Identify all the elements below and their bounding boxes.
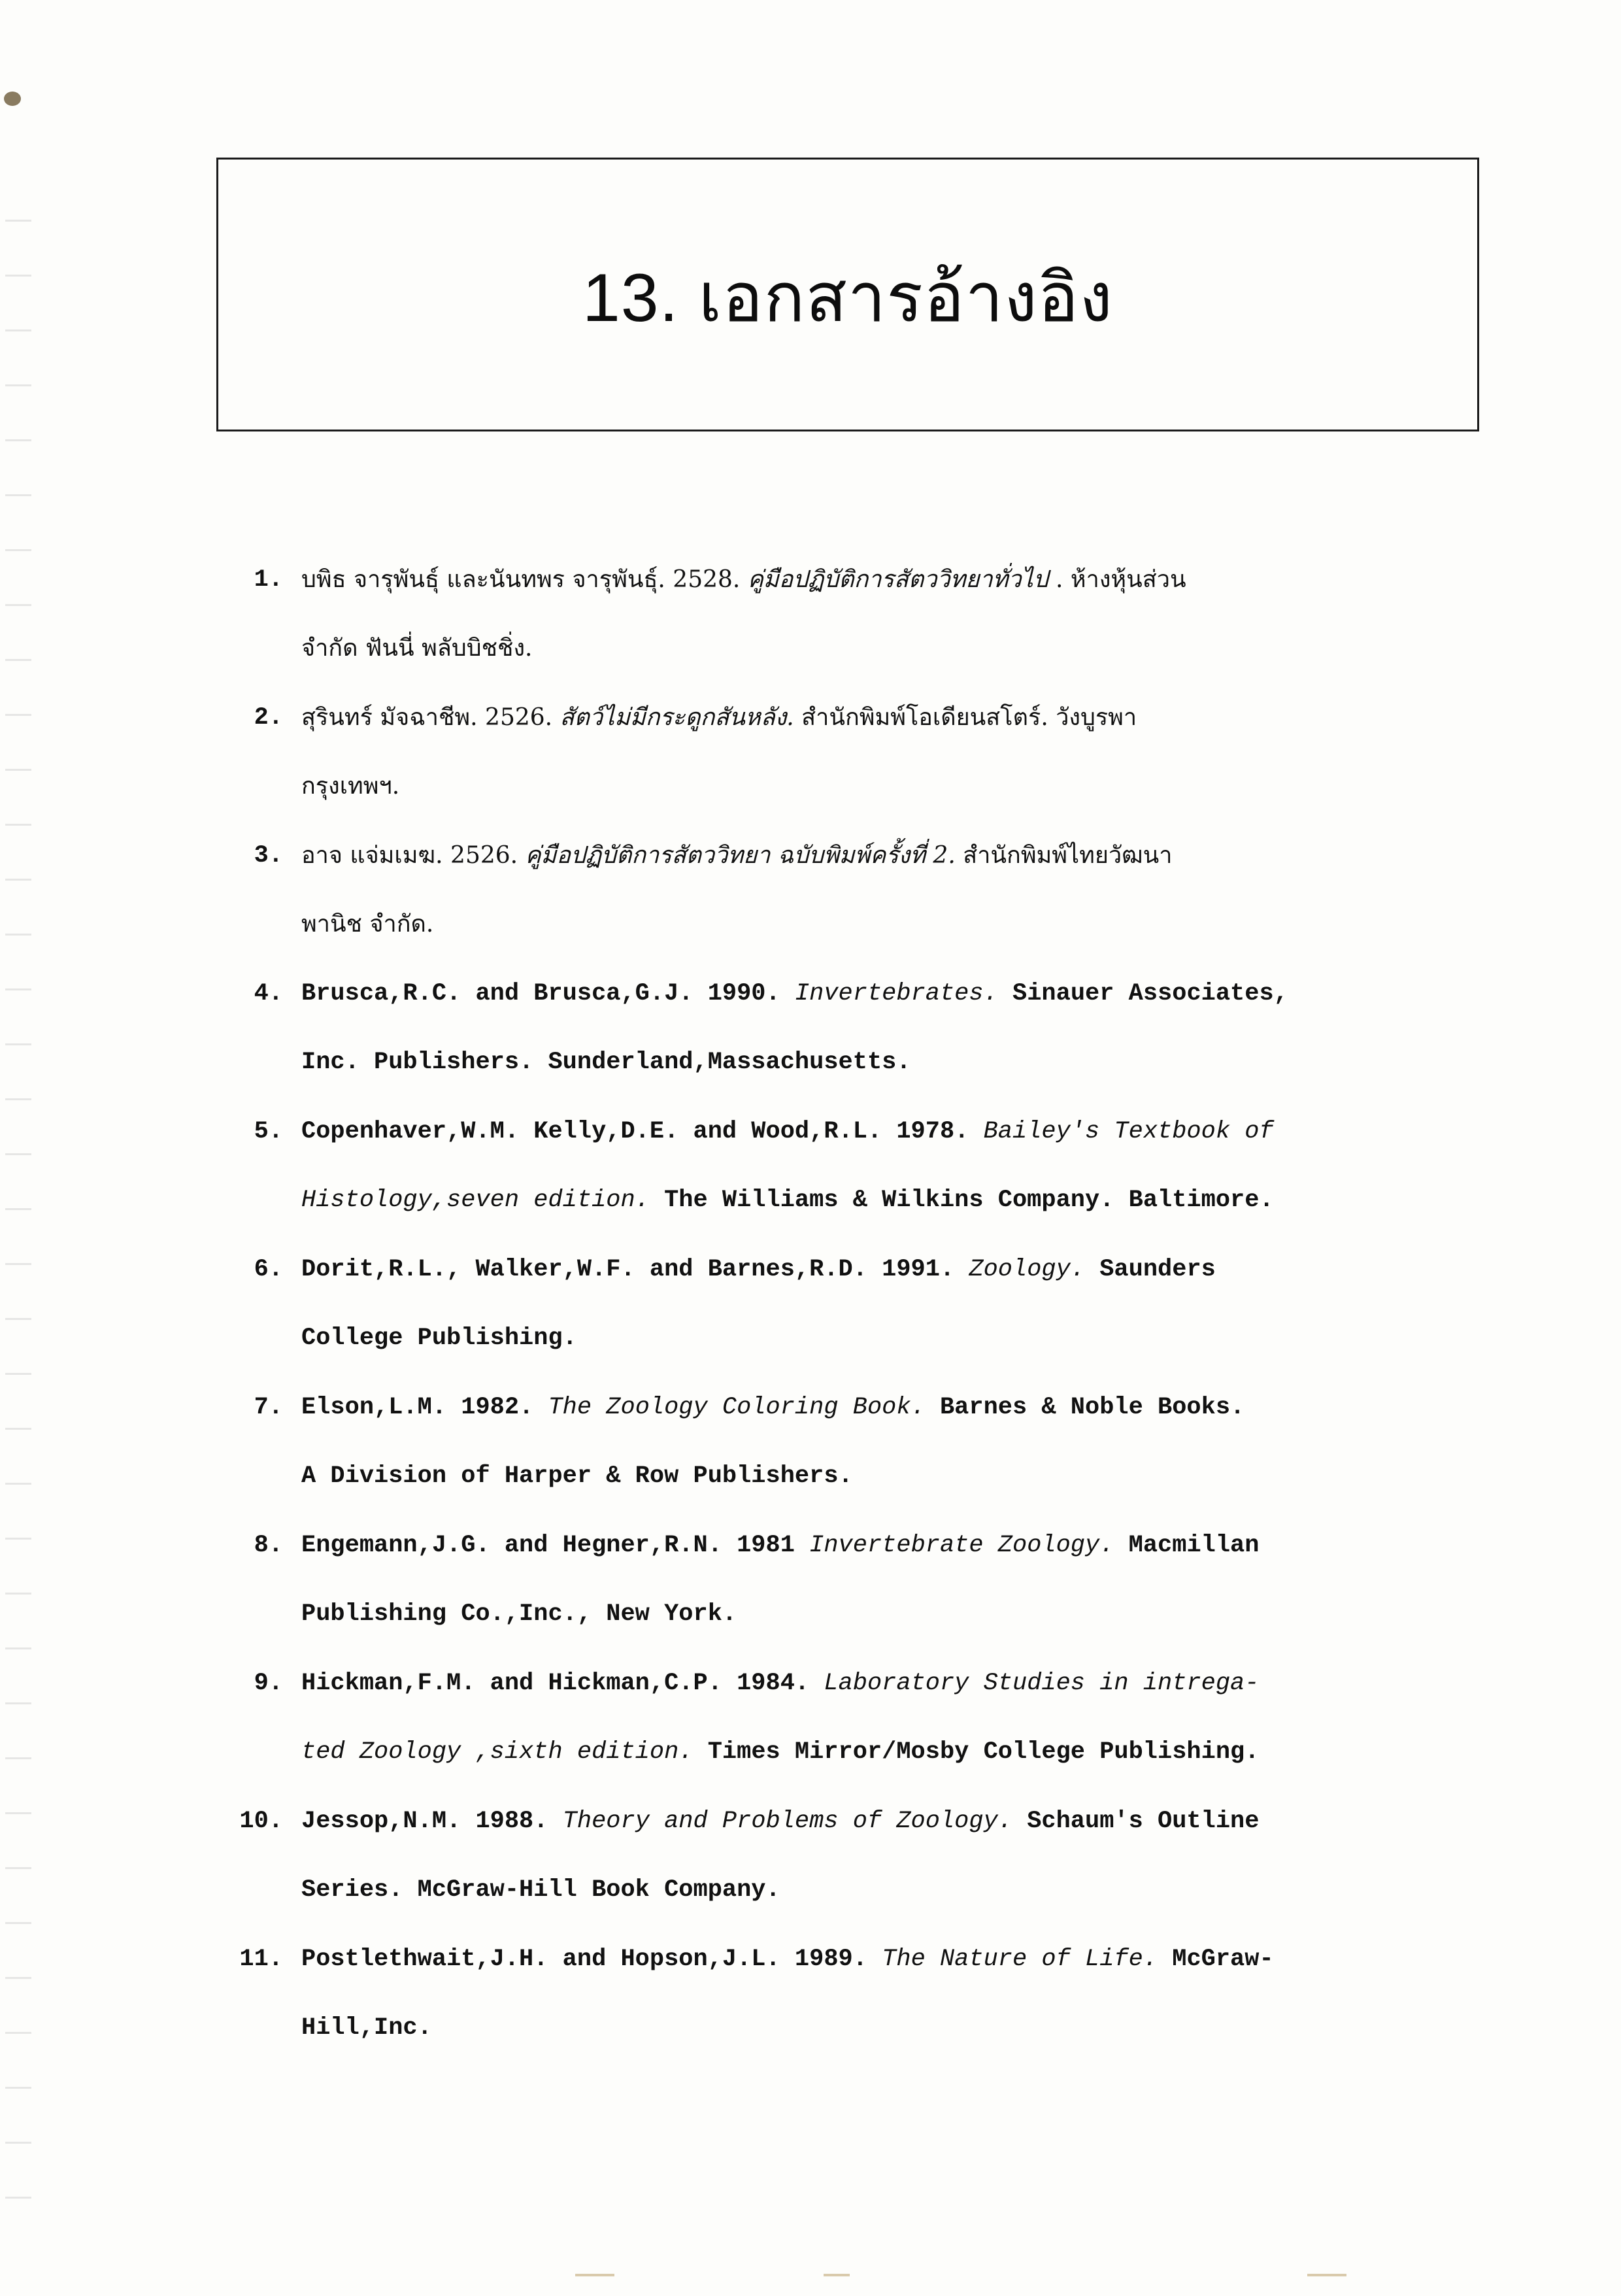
page-title: 13. เอกสารอ้างอิง [582, 260, 1114, 336]
reference-text: The Williams & Wilkins Company. Baltimore. [649, 1187, 1274, 1214]
reference-second-line [301, 631, 532, 667]
reference-number: 4. [254, 980, 283, 1007]
reference-list [0, 562, 1621, 2080]
reference-number: 9. [254, 1670, 283, 1697]
reference-text: McGraw- [1158, 1946, 1274, 1973]
paper-speck [575, 2274, 614, 2276]
reference-first-line [301, 1114, 1274, 1149]
reference-title-text: The Zoology Coloring Book. [548, 1394, 926, 1421]
reference-text: . ห้างหุ้นส่วน [1048, 566, 1186, 593]
reference-text: Brusca,R.C. and Brusca,G.J. 1990. [301, 980, 795, 1007]
reference-title-text: สัตว์ไม่มีกระดูกสันหลัง. [560, 704, 794, 731]
reference-text: Schaum's Outline [1012, 1808, 1260, 1835]
reference-second-line [301, 1459, 853, 1494]
paper-speck [824, 2274, 850, 2276]
reference-item [0, 838, 1621, 976]
reference-number: 7. [254, 1394, 283, 1421]
reference-text: Series. McGraw-Hill Book Company. [301, 1876, 780, 1904]
reference-second-line [301, 769, 399, 805]
reference-text: อาจ แจ่มเมฆ. 2526. [301, 842, 526, 869]
reference-first-line [301, 562, 1186, 599]
reference-text: Elson,L.M. 1982. [301, 1394, 548, 1421]
reference-second-line [301, 1045, 911, 1080]
reference-title-text: Bailey's Textbook of [983, 1118, 1274, 1145]
title-box [216, 158, 1479, 431]
reference-second-line [301, 907, 433, 943]
reference-text: กรุงเทพฯ. [301, 773, 400, 800]
reference-item [0, 562, 1621, 700]
reference-title-text: ted Zoology ,sixth edition. [301, 1738, 694, 1766]
reference-item [0, 1528, 1621, 1666]
reference-item [0, 1252, 1621, 1390]
reference-title-text: Histology,seven edition. [301, 1187, 650, 1214]
reference-item [0, 1804, 1621, 1942]
reference-first-line [301, 838, 1173, 875]
reference-text: A Division of Harper & Row Publishers. [301, 1462, 853, 1490]
reference-text: Jessop,N.M. 1988. [301, 1808, 563, 1835]
reference-first-line [301, 1390, 1245, 1425]
reference-number: 5. [254, 1118, 283, 1145]
reference-text: Times Mirror/Mosby College Publishing. [693, 1738, 1260, 1766]
reference-second-line [301, 2010, 432, 2046]
reference-item [0, 1114, 1621, 1252]
reference-title-text: Invertebrates. [794, 980, 998, 1007]
reference-text: Macmillan [1114, 1532, 1260, 1559]
reference-text: Postlethwait,J.H. and Hopson,J.L. 1989. [301, 1946, 882, 1973]
reference-text: สำนักพิมพ์โอเดียนสโตร์. วังบูรพา [794, 704, 1137, 731]
reference-text: Hill,Inc. [301, 2014, 432, 2042]
reference-text: Dorit,R.L., Walker,W.F. and Barnes,R.D. 1991. [301, 1256, 969, 1283]
reference-second-line [301, 1321, 577, 1356]
reference-title-text: คู่มือปฏิบัติการสัตววิทยา ฉบับพิมพ์ครั้งที่ 2. [525, 842, 956, 869]
reference-first-line [301, 976, 1288, 1011]
reference-number: 11. [239, 1946, 283, 1973]
reference-second-line [301, 1734, 1259, 1770]
reference-text: Barnes & Noble Books. [925, 1394, 1245, 1421]
reference-number: 3. [254, 842, 283, 869]
reference-second-line [301, 1183, 1274, 1218]
reference-title-text: Zoology. [969, 1256, 1086, 1283]
reference-first-line [301, 1528, 1259, 1563]
reference-number: 1. [254, 566, 283, 594]
reference-text: สำนักพิมพ์ไทยวัฒนา [955, 842, 1173, 869]
reference-number: 6. [254, 1256, 283, 1283]
reference-second-line [301, 1596, 737, 1632]
reference-title-text: คู่มือปฏิบัติการสัตววิทยาทั่วไป [747, 566, 1048, 593]
reference-first-line [301, 1804, 1259, 1839]
reference-title-text: Invertebrate Zoology. [809, 1532, 1114, 1559]
reference-title-text: Laboratory Studies in intrega- [824, 1670, 1260, 1697]
reference-text: Engemann,J.G. and Hegner,R.N. 1981 [301, 1532, 810, 1559]
paper-speck [1307, 2274, 1346, 2276]
reference-text: Sinauer Associates, [997, 980, 1288, 1007]
reference-first-line [301, 1942, 1274, 1977]
reference-item [0, 1666, 1621, 1804]
reference-first-line [301, 1252, 1216, 1287]
reference-text: Publishing Co.,Inc., New York. [301, 1600, 737, 1628]
reference-number: 10. [239, 1808, 283, 1835]
reference-number: 2. [254, 704, 283, 732]
reference-second-line [301, 1872, 780, 1908]
paper-stain [4, 92, 21, 106]
reference-item [0, 1390, 1621, 1528]
reference-text: บพิธ จารุพันธุ์ และนันทพร จารุพันธุ์. 2528. [301, 566, 748, 593]
reference-first-line [301, 700, 1137, 737]
reference-item [0, 976, 1621, 1114]
reference-title-text: The Nature of Life. [882, 1946, 1158, 1973]
reference-number: 8. [254, 1532, 283, 1559]
reference-text: พานิช จำกัด. [301, 911, 434, 937]
reference-item [0, 1942, 1621, 2080]
reference-text: Inc. Publishers. Sunderland,Massachusetts. [301, 1049, 911, 1076]
reference-text: College Publishing. [301, 1325, 577, 1352]
reference-text: Copenhaver,W.M. Kelly,D.E. and Wood,R.L. 1978. [301, 1118, 984, 1145]
reference-text: สุรินทร์ มัจฉาชีพ. 2526. [301, 704, 560, 731]
reference-title-text: Theory and Problems of Zoology. [562, 1808, 1012, 1835]
reference-text: Hickman,F.M. and Hickman,C.P. 1984. [301, 1670, 824, 1697]
reference-first-line [301, 1666, 1259, 1701]
reference-text: Saunders [1085, 1256, 1216, 1283]
reference-text: จำกัด ฟันนี่ พลับบิชชิ่ง. [301, 635, 533, 662]
reference-item [0, 700, 1621, 838]
